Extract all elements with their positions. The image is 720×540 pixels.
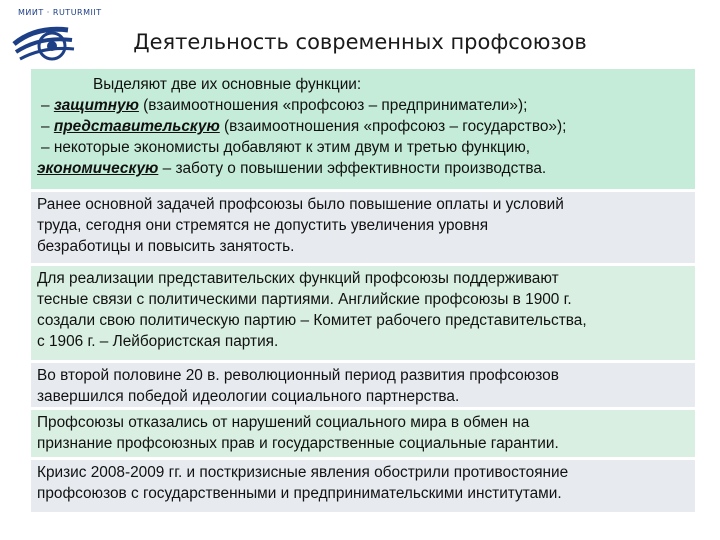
text-line: Кризис 2008-2009 гг. и посткризисные явления обострили противостояние [37,464,569,481]
text-block-crisis [31,460,695,512]
function-economic-intro: – некоторые экономисты добавляют к этим двум и третью функцию, [41,139,531,156]
text-line: труда, сегодня они стремятся не допустить увеличения уровня [37,217,489,234]
text-line: безработицы и повысить занятость. [37,238,295,255]
text-block-parties [31,266,695,363]
text-block-guarantees [31,410,695,460]
text-line: создали свою политическую партию – Комитет рабочего представительства, [37,312,587,329]
text-block-wages [31,192,695,266]
function-economic-term: экономическую [37,160,159,177]
function-representative-term: представительскую [53,118,220,135]
text-line: Для реализации представительских функций профсоюзы поддерживают [37,270,559,287]
text-line: Ранее основной задачей профсоюзы было повышение оплаты и условий [37,196,564,213]
text-line: профсоюзов с государственными и предпринимательскими институтами. [37,485,562,502]
text-line: тесные связи с политическими партиями. Английские профсоюзы в 1900 г. [37,291,572,308]
function-protective-term: защитную [53,97,139,114]
text-line: с 1906 г. – Лейбористская партия. [37,333,279,350]
content-blocks [31,69,695,512]
text-block-partnership [31,363,695,410]
text-line: Во второй половине 20 в. революционный период развития профсоюзов [37,367,559,384]
function-protective: – защитную (взаимоотношения «профсоюз – предприниматели»); [41,97,528,114]
function-representative: – представительскую (взаимоотношения «профсоюз – государство»); [41,118,567,135]
text-line: Профсоюзы отказались от нарушений социального мира в обмен на [37,414,530,431]
function-economic: экономическую – заботу о повышении эффективности производства. [37,160,547,177]
text-line: завершился победой идеологии социального партнерства. [37,388,460,405]
logo-caption: МИИТ · RUTURMIIT [18,8,102,17]
functions-block [31,69,695,192]
text-line: признание профсоюзных прав и государственные социальные гарантии. [37,435,559,452]
page-title: Деятельность современных профсоюзов [133,30,587,54]
functions-intro: Выделяют две их основные функции: [93,76,362,93]
